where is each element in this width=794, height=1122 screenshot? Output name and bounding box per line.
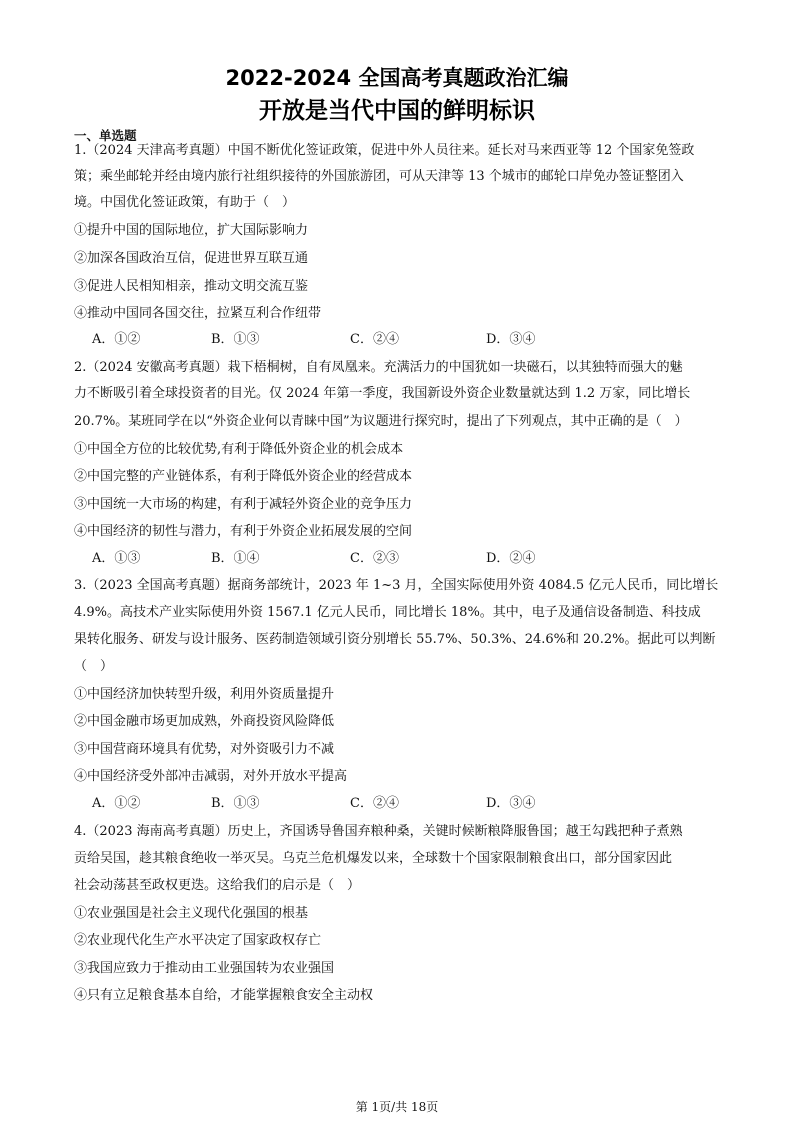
statement-option: ①农业强国是社会主义现代化强国的根基: [74, 906, 309, 921]
statement-option: ②加深各国政治互信，促进世界互联互通: [74, 251, 309, 266]
document-title-line-1: 2022-2024 全国高考真题政治汇编: [225, 66, 569, 90]
answer-choice-c: C．②④: [350, 796, 399, 811]
statement-option: ④中国经济受外部冲击减弱，对外开放水平提高: [74, 769, 348, 784]
statement-option: ②农业现代化生产水平决定了国家政权存亡: [74, 933, 322, 948]
answer-choice-a: A．①②: [92, 332, 141, 347]
question-stem-line: 策；乘坐邮轮并经由境内旅行社组织接待的外国旅游团，可从天津等 13 个城市的邮轮口岸免办签证整团入: [74, 169, 684, 184]
answer-choice-c: C．②④: [350, 332, 399, 347]
answer-choice-d: D．③④: [486, 332, 536, 347]
question-stem-line: 20.7%。某班同学在以“外资企业何以青睐中国”为议题进行探究时，提出了下列观点，其中正确的是（ ）: [74, 414, 688, 429]
question-stem-line: 1.（2024 天津高考真题）中国不断优化签证政策，促进中外人员往来。延长对马来西亚等 12 个国家免签政: [74, 143, 695, 158]
statement-option: ④只有立足粮食基本自给，才能掌握粮食安全主动权: [74, 988, 374, 1003]
statement-option: ①中国全方位的比较优势,有利于降低外资企业的机会成本: [74, 442, 404, 457]
answer-choice-b: B．①③: [211, 332, 260, 347]
question-stem-line: 力不断吸引着全球投资者的目光。仅 2024 年第一季度，我国新设外资企业数量就达到 1.2 万家，同比增长: [74, 386, 691, 401]
answer-choice-a: A．①②: [92, 796, 141, 811]
statement-option: ④推动中国同各国交往，拉紧互利合作纽带: [74, 306, 322, 321]
question-stem-line: 社会动荡甚至政权更迭。这给我们的启示是（ ）: [74, 878, 361, 893]
question-stem-line: 4.（2023 海南高考真题）历史上，齐国诱导鲁国弃粮种桑，关键时候断粮降服鲁国；越王勾践把种子煮熟: [74, 824, 683, 839]
statement-option: ③中国统一大市场的构建，有利于减轻外资企业的竞争压力: [74, 497, 413, 512]
statement-option: ③促进人民相知相亲，推动文明交流互鉴: [74, 279, 309, 294]
answer-choice-a: A．①③: [92, 551, 141, 566]
question-stem-line: 境。中国优化签证政策，有助于（ ）: [74, 195, 296, 210]
question-stem-line: 2.（2024 安徽高考真题）栽下梧桐树，自有凤凰来。充满活力的中国犹如一块磁石，以其独特而强大的魅: [74, 360, 683, 375]
statement-option: ①中国经济加快转型升级，利用外资质量提升: [74, 687, 335, 702]
statement-option: ③中国营商环境具有优势，对外资吸引力不减: [74, 742, 335, 757]
answer-choice-c: C．②③: [350, 551, 399, 566]
statement-option: ③我国应致力于推动由工业强国转为农业强国: [74, 961, 335, 976]
statement-option: ②中国完整的产业链体系，有利于降低外资企业的经营成本: [74, 469, 413, 484]
answer-choice-d: D．③④: [486, 796, 536, 811]
question-stem-line: 4.9%。高技术产业实际使用外资 1567.1 亿元人民币，同比增长 18%。其中，电子及通信设备制造、科技成: [74, 605, 701, 620]
statement-option: ②中国金融市场更加成熟，外商投资风险降低: [74, 714, 335, 729]
page-footer: 第 1页/共 18页: [355, 1100, 439, 1114]
document-title-line-2: 开放是当代中国的鲜明标识: [259, 98, 535, 124]
question-stem-line: 贡给吴国，趁其粮食绝收一举灭吴。乌克兰危机爆发以来，全球数十个国家限制粮食出口，部分国家因此: [74, 851, 673, 866]
answer-choice-b: B．①③: [211, 796, 260, 811]
answer-choice-b: B．①④: [211, 551, 260, 566]
question-stem-line: （ ）: [74, 659, 114, 674]
answer-choice-d: D．②④: [486, 551, 536, 566]
question-stem-line: 果转化服务、研发与设计服务、医药制造领域引资分别增长 55.7%、50.3%、24.6%和 20.2%。据此可以判断: [74, 632, 716, 647]
section-heading: 一、单选题: [74, 128, 137, 143]
statement-option: ①提升中国的国际地位，扩大国际影响力: [74, 223, 309, 238]
statement-option: ④中国经济的韧性与潜力，有利于外资企业拓展发展的空间: [74, 524, 413, 539]
question-stem-line: 3.（2023 全国高考真题）据商务部统计，2023 年 1~3 月，全国实际使用外资 4084.5 亿元人民币，同比增长: [74, 578, 719, 593]
